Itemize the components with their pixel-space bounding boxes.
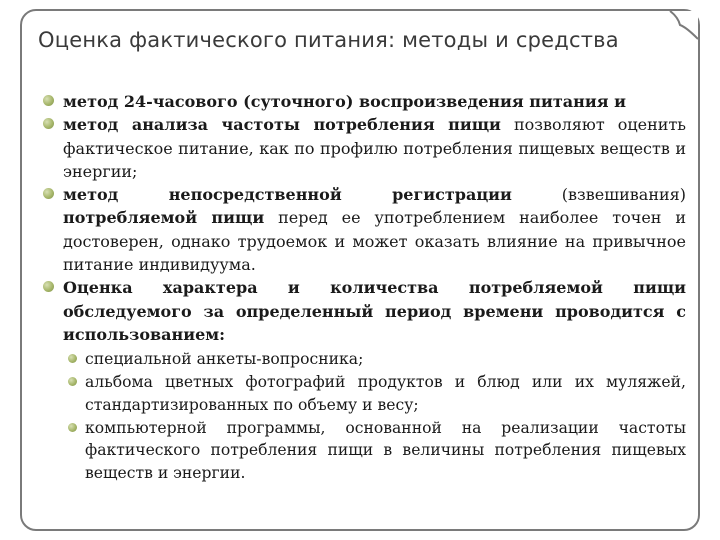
item-text: (взвешивания): [511, 185, 687, 205]
sub-list-item: [85, 417, 686, 485]
list-item: [63, 183, 686, 276]
item-bold-text: Оценка характера и количества потребляемой пищи обследуемого за определенный период времени проводится с использованием:: [63, 278, 686, 344]
sub-list-item: [85, 371, 686, 417]
item-bold-text: потребляемой пищи: [63, 208, 265, 228]
bullet-icon: [43, 95, 54, 106]
bullet-icon: [43, 118, 54, 129]
item-bold-text: метод анализа частоты потребления пищи: [63, 115, 501, 135]
item-text: позволяют оценить фактическое питание, как по профилю потребления пищевых веществ и энергии;: [63, 115, 687, 181]
bullet-icon: [43, 188, 54, 199]
list-item: [63, 90, 686, 113]
list-item: [63, 113, 686, 183]
bullet-icon: [68, 377, 77, 386]
item-bold-text: метод непосредственной регистрации: [63, 185, 512, 205]
slide-title: Оценка фактического питания: методы и средства: [38, 28, 619, 52]
bullet-icon: [68, 354, 77, 363]
bullet-icon: [68, 423, 77, 432]
sub-bullet-list: [0, 348, 720, 485]
item-bold-text: метод 24-часового (суточного) воспроизведения питания и: [63, 92, 626, 111]
sub-item-text: компьютерной программы, основанной на реализации частоты фактического потребления пищи в величины потребления пищевых веществ и энергии.: [85, 418, 686, 483]
bullet-list: [0, 90, 720, 485]
item-text: перед ее употреблением наиболее точен и достоверен, однако трудоемок и может оказать влияние на привычное питание индивидуума.: [63, 208, 686, 275]
bullet-icon: [43, 281, 54, 292]
sub-item-text: специальной анкеты-вопросника;: [85, 350, 364, 369]
list-item: [63, 276, 686, 346]
sub-list-item: [85, 348, 686, 371]
sub-item-text: альбома цветных фотографий продуктов и блюд или их муляжей, стандартизированных по объему и весу;: [85, 373, 686, 414]
